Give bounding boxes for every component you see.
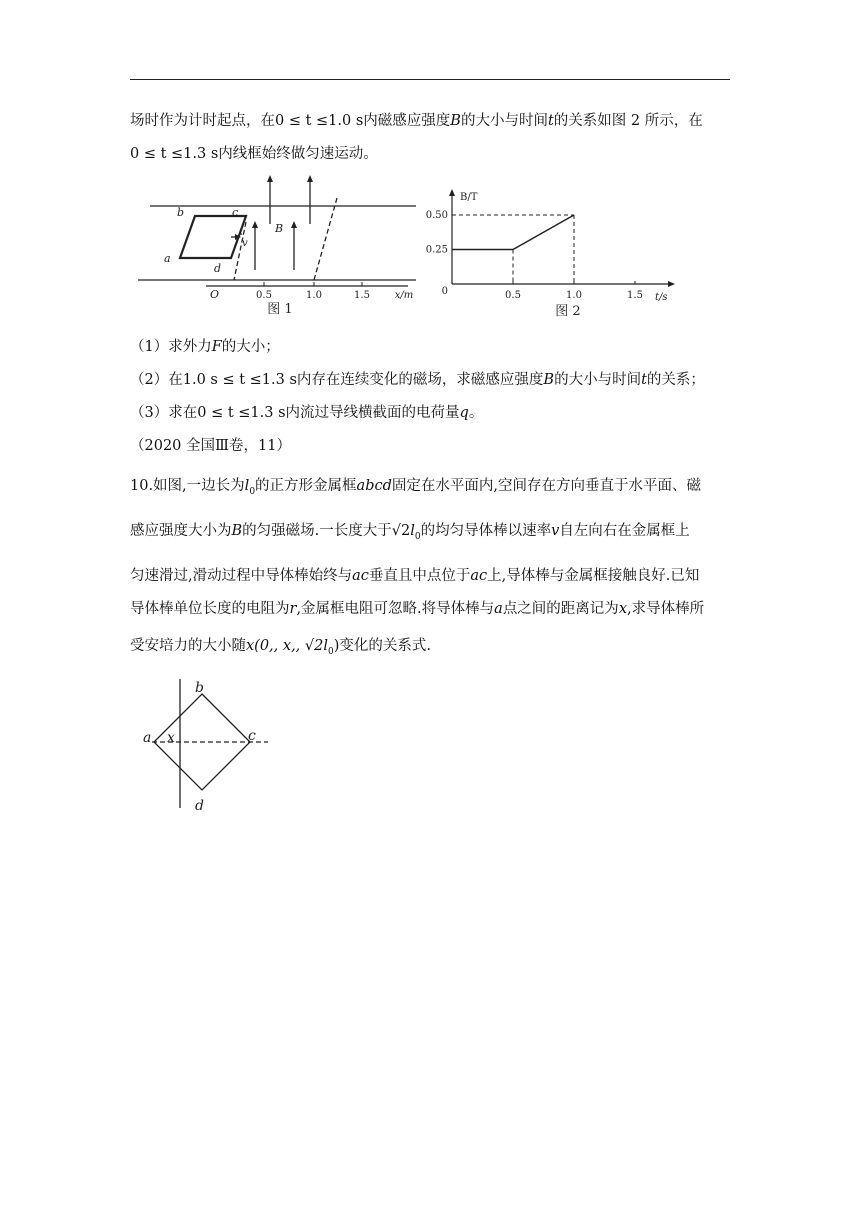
dashed-line-right xyxy=(314,198,337,280)
fig2-y-tick-label: 0.25 xyxy=(425,244,448,256)
distance-x-label: x xyxy=(167,730,175,746)
intro-line-2: 0 ≤ t ≤1.3 s内线框始终做匀速运动。 xyxy=(130,146,378,162)
source-citation: （2020 全国Ⅲ卷，11） xyxy=(130,438,291,454)
label-v: v xyxy=(242,238,248,249)
figure-2-caption: 图 2 xyxy=(555,304,581,319)
fig1-tick-1.0: 1.0 xyxy=(306,290,322,301)
label-b: b xyxy=(177,206,185,219)
fig1-tick-0.5: 0.5 xyxy=(256,290,272,301)
label-B: B xyxy=(275,222,284,235)
intro-line-1: 场时作为计时起点，在0 ≤ t ≤1.0 s内磁感应强度B的大小与时间t的关系如图 2 所示，在 xyxy=(130,113,703,129)
fig2-x-tick-label: 1.5 xyxy=(627,290,643,301)
problem-10-line-1: 10.如图,一边长为$l_0$的正方形金属框abcd固定在水平面内,空间存在方向垂直于水平面、磁 xyxy=(130,478,701,497)
fig2-x-axis-label: t/s xyxy=(655,292,668,303)
point-b-label: b xyxy=(195,680,204,696)
problem-10-line-4: 导体棒单位长度的电阻为r,金属框电阻可忽略.将导体棒与a点之间的距离记为x,求导体棒所 xyxy=(130,601,705,617)
problem-10-line-2: 感应强度大小为B的匀强磁场.一长度大于$√2l_0$的均匀导体棒以速率v自左向右在金属框上 xyxy=(130,523,690,542)
label-d: d xyxy=(214,262,222,275)
fig2-x-tick-label: 1.0 xyxy=(566,290,582,301)
fig2-y-arrowhead xyxy=(449,189,455,196)
point-d-label: d xyxy=(195,798,204,814)
figure-1 xyxy=(130,172,430,322)
fig2-origin-label: 0 xyxy=(441,286,448,297)
fig2-y-axis-label: B/T xyxy=(460,192,478,203)
fig2-y-tick-label: 0.50 xyxy=(425,210,448,221)
label-c: c xyxy=(232,206,239,219)
figure-square-frame xyxy=(138,676,278,816)
question-2: （2）在1.0 s ≤ t ≤1.3 s内存在连续变化的磁场，求磁感应强度B的大小与时间t的关系； xyxy=(130,372,705,388)
question-3: （3）求在0 ≤ t ≤1.3 s内流过导线横截面的电荷量q。 xyxy=(130,405,484,421)
figure-1-caption: 图 1 xyxy=(267,302,293,317)
label-a: a xyxy=(164,252,171,265)
fig2-series-line xyxy=(452,215,574,250)
point-a-label: a xyxy=(143,730,152,746)
fig1-tick-1.5: 1.5 xyxy=(354,290,370,301)
fig2-x-arrowhead xyxy=(668,281,675,287)
problem-10-line-5: 受安培力的大小随x(0,, x,, $√2l_0$)变化的关系式. xyxy=(130,638,432,657)
fig2-x-tick-label: 0.5 xyxy=(505,290,521,301)
question-1: （1）求外力F的大小； xyxy=(130,339,280,355)
fig1-x-axis-label: x/m xyxy=(394,290,414,301)
time-range-math: 0 ≤ t ≤1.0 s xyxy=(275,113,364,129)
problem-10-line-3: 匀速滑过,滑动过程中导体棒始终与ac垂直且中点位于ac上,导体棒与金属框接触良好.已知 xyxy=(130,568,700,584)
figure-2-chart xyxy=(420,186,680,322)
point-c-label: c xyxy=(248,728,256,744)
label-O: O xyxy=(210,288,220,301)
header-rule xyxy=(130,79,730,80)
